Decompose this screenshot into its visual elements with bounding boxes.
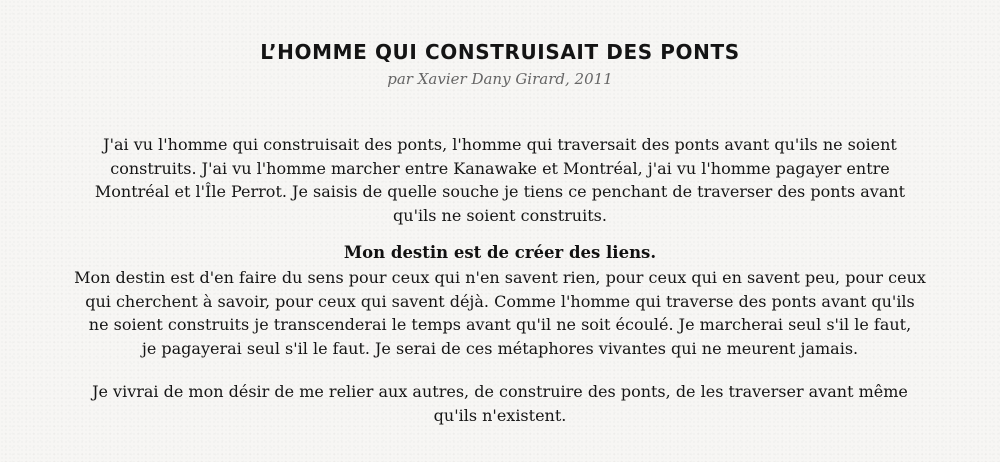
paragraph-3: [60, 380, 940, 427]
paragraph-3-line: qu'ils n'existent.: [433, 405, 567, 425]
paragraph-1: [60, 133, 940, 227]
section-heading: Mon destin est de créer des liens.: [343, 243, 657, 262]
paragraph-2-line: ne soient construits je transcenderai le temps avant qu'il ne soit écoulé. Je marcherai seul s'il le faut,: [88, 315, 912, 334]
poem-title: L’HOMME QUI CONSTRUISAIT DES PONTS: [260, 40, 740, 64]
paragraph-2-line: Mon destin est d'en faire du sens pour ceux qui n'en savent rien, pour ceux qui en savent peu, pour ceux: [74, 268, 926, 287]
paragraph-1-line: J'ai vu l'homme qui construisait des ponts, l'homme qui traversait des ponts avant qu'ils ne soient: [103, 135, 897, 154]
paragraph-2-line: je pagayerai seul s'il le faut. Je serai de ces métaphores vivantes qui ne meurent jamais.: [141, 338, 859, 358]
poem-byline: par Xavier Dany Girard, 2011: [387, 70, 613, 88]
paragraph-1-line: construits. J'ai vu l'homme marcher entre Kanawake et Montréal, j'ai vu l'homme pagayer entre: [110, 158, 890, 178]
paragraph-1-line: Montréal et l'Île Perrot. Je saisis de quelle souche je tiens ce penchant de traverser des ponts avant: [94, 182, 906, 201]
paragraph-1-line: qu'ils ne soient construits.: [393, 205, 607, 225]
paragraph-3-line: Je vivrai de mon désir de me relier aux autres, de construire des ponts, de les traverser avant même: [92, 382, 908, 401]
paragraph-2-line: qui cherchent à savoir, pour ceux qui savent déjà. Comme l'homme qui traverse des ponts avant qu'ils: [85, 291, 915, 311]
paragraph-2: [60, 266, 940, 360]
